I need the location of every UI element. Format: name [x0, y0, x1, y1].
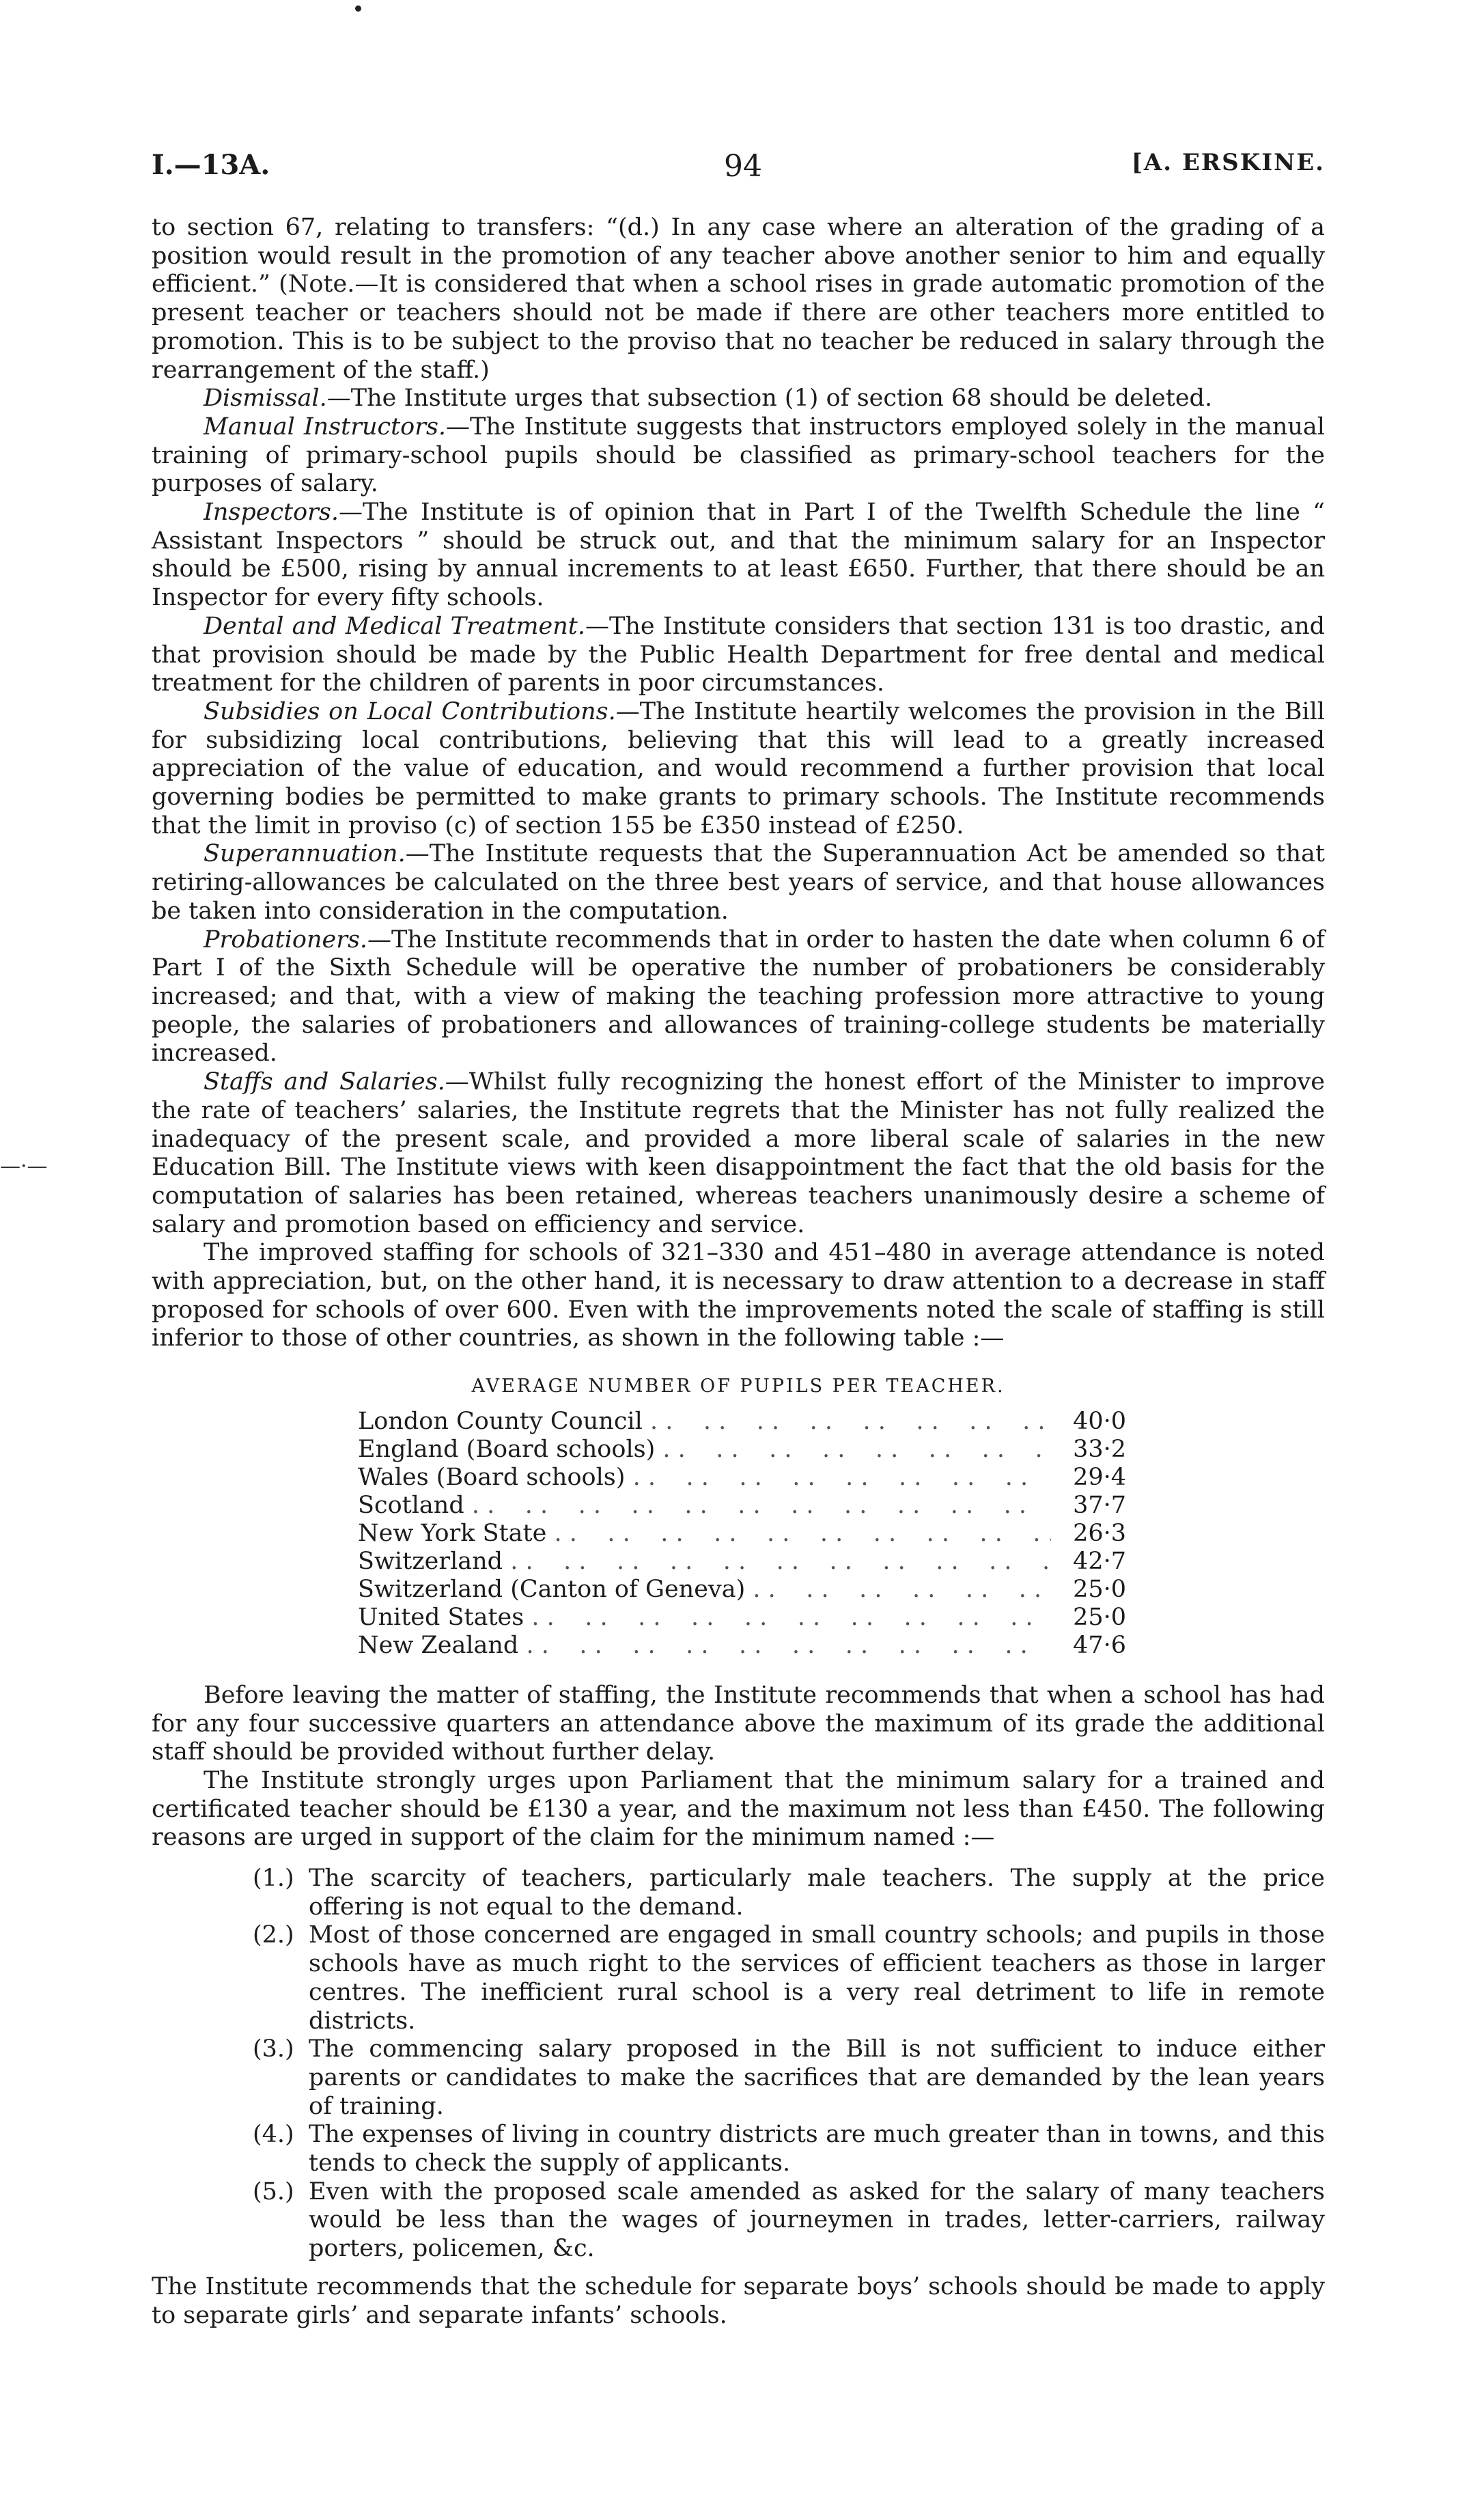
reasons-list: [152, 1865, 1325, 2264]
section-dismissal: Dismissal.—The Institute urges that subsection (1) of section 68 should be deleted.: [204, 385, 1213, 413]
list-item: (5.) Even with the proposed scale amended as asked for the salary of many teachers would be less than the wages of journeymen in trades, letter-carriers, railway porters, policemen, &c.: [253, 2177, 1325, 2263]
section-dental-medical: Dental and Medical Treatment.—The Institute considers that section 131 is too drastic, and that provision should be made by the Public Health Department for free dental and medical treatment for the children of parents in poor circumstances.: [152, 612, 1326, 697]
staffing-recommendation: Before leaving the matter of staffing, the Institute recommends that when a school has had for any four successive quarters an attendance above the maximum of its grade the additional staff should be provided without further delay.: [152, 1681, 1325, 1766]
section-subsidies: Subsidies on Local Contributions.—The Institute heartily welcomes the provision in the Bill for subsidizing local contributions, believing that this will lead to a greatly increased appreciation of the value of education, and would recommend a further provision that local governing bodies be permitted to make grants to primary schools. The Institute recommends that the limit in proviso (c) of section 155 be £350 instead of £250.: [152, 697, 1325, 839]
section-inspectors: Inspectors.—The Institute is of opinion that in Part I of the Twelfth Schedule the line “ Assistant Inspectors ” should be struck out, and that the minimum salary for an Inspector should be £500, rising by annual increments to at least £650. Further, that there should be an Inspector for every fifty schools.: [152, 499, 1325, 612]
staffing-paragraph: The improved staffing for schools of 321–330 and 451–480 in average attendance is noted with appreciation, but, on the other hand, it is necessary to draw attention to a decrease in staff proposed for schools of over 600. Even with the improvements noted the scale of staffing is still inferior to those of other countries, as shown in the following table :—: [152, 1239, 1325, 1352]
list-item: (4.) The expenses of living in country districts are much greater than in towns, and this tends to check the supply of applicants.: [253, 2121, 1325, 2177]
table-title: AVERAGE NUMBER OF PUPILS PER TEACHER.: [471, 1376, 1005, 1397]
table-row: New Zealand . . 47·6: [358, 1632, 1126, 1660]
list-item: (3.) The commencing salary proposed in the Bill is not sufficient to induce either parents or candidates to make the sacrifices that are demanded by the lean years of training.: [253, 2035, 1325, 2120]
table-row: Switzerland . . 42·7: [358, 1548, 1126, 1576]
opening-paragraph: to section 67, relating to transfers: “(d.) In any case where an alteration of the grading of a position would result in the promotion of any teacher above another senior to him and equally efficient.” (Note.—It is considered that when a school rises in grade automatic promotion of the present teacher or teachers should not be made if there are other teachers more entitled to promotion. This is to be subject to the proviso that no teacher be reduced in salary through the rearrangement of the staff.): [152, 214, 1325, 384]
section-staffs-salaries: Staffs and Salaries.—Whilst fully recognizing the honest effort of the Minister to improve the rate of teachers’ salaries, the Institute regrets that the Minister has not fully realized the inadequacy of the present scale, and provided a more liberal scale of salaries in the new Education Bill. The Institute views with keen disappointment the fact that the old basis for the computation of salaries has been retained, whereas teachers unanimously desire a scheme of salary and promotion based on efficiency and service.: [152, 1068, 1325, 1238]
page-header: [152, 149, 1325, 190]
witness-name: [A. ERSKINE.: [1131, 149, 1325, 176]
section-manual-instructors: Manual Instructors.—The Institute suggests that instructors employed solely in the manual training of primary-school pupils should be classified as primary-school teachers for the purposes of salary.: [152, 413, 1325, 498]
print-speck: [355, 5, 361, 12]
margin-mark: —·—: [0, 1154, 48, 1178]
table-row: Scotland . . 37·7: [358, 1492, 1126, 1520]
list-item: (2.) Most of those concerned are engaged in small country schools; and pupils in those schools have as much right to the services of efficient teachers as those in larger centres. The inefficient rural school is a very real detriment to life in remote districts.: [253, 1921, 1325, 2035]
table-row: England (Board schools) . . 33·2: [358, 1436, 1126, 1464]
section-probationers: Probationers.—The Institute recommends that in order to hasten the date when column 6 of Part I of the Sixth Schedule will be operative the number of probationers be considerably increased; and that, with a view of making the teaching profession more attractive to young people, the salaries of probationers and allowances of training-college students be materially increased.: [152, 925, 1325, 1068]
pupils-per-teacher-table: [358, 1408, 1126, 1660]
table-row: Switzerland (Canton of Geneva) . . 25·0: [358, 1576, 1126, 1604]
list-item: (1.) The scarcity of teachers, particularly male teachers. The supply at the price offering is not equal to the demand.: [253, 1865, 1325, 1921]
table-row: London County Council . . 40·0: [358, 1408, 1126, 1436]
section-superannuation: Superannuation.—The Institute requests that the Superannuation Act be amended so that retiring-allowances be calculated on the three best years of service, and that house allowances be taken into consideration in the computation.: [152, 840, 1325, 925]
table-row: United States . . 25·0: [358, 1604, 1126, 1632]
page-number: 94: [724, 149, 762, 184]
document-reference: I.—13A.: [152, 149, 270, 181]
table-row: New York State . . 26·3: [358, 1520, 1126, 1548]
body-text: [152, 214, 1325, 2330]
minimum-salary-paragraph: The Institute strongly urges upon Parliament that the minimum salary for a trained and certificated teacher should be £130 a year, and the maximum not less than £450. The following reasons are urged in support of the claim for the minimum named :—: [152, 1766, 1325, 1852]
table-row: Wales (Board schools) . . 29·4: [358, 1464, 1126, 1492]
closing-paragraph: The Institute recommends that the schedule for separate boys’ schools should be made to apply to separate girls’ and separate infants’ schools.: [152, 2272, 1325, 2329]
